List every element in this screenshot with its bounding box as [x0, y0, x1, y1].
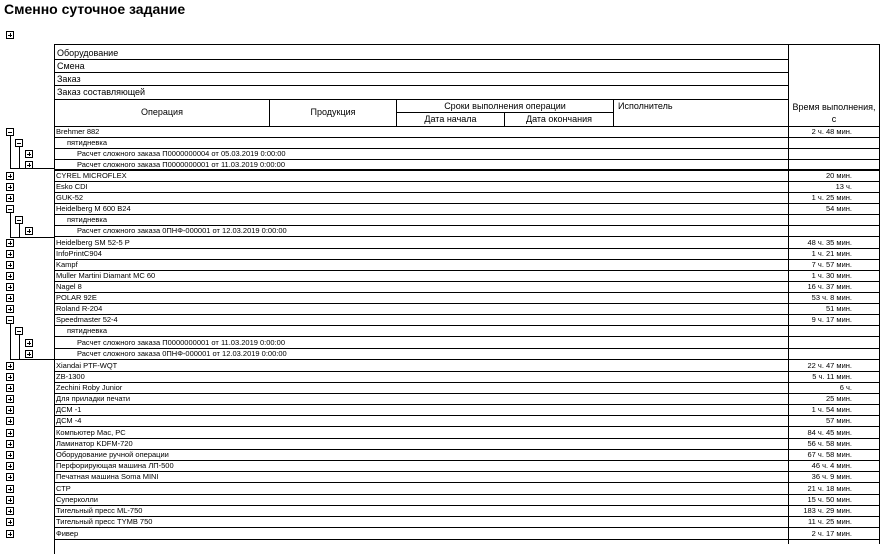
row-shift: пятидневка	[67, 138, 108, 147]
header-order: Заказ	[57, 74, 81, 84]
row-equipment: Фивер	[56, 529, 79, 538]
expand-button[interactable]	[6, 395, 14, 403]
row-time: 1 ч. 30 мин.	[811, 271, 852, 280]
expand-button[interactable]	[6, 473, 14, 481]
expand-button[interactable]	[6, 362, 14, 370]
row-equipment: Roland R-204	[56, 304, 103, 313]
header-line	[55, 85, 789, 86]
row-equipment: Оборудование ручной операции	[56, 450, 169, 459]
table-row[interactable]	[55, 149, 880, 160]
row-order: Расчет сложного заказа П0000000001 от 11.03.2019 0:00:00	[77, 160, 286, 169]
row-time: 53 ч. 8 мин.	[811, 293, 852, 302]
table-row[interactable]	[55, 260, 880, 271]
table-row[interactable]	[55, 338, 880, 349]
header-line	[55, 59, 789, 60]
table-row[interactable]	[55, 171, 880, 182]
row-equipment: Для приладки печати	[56, 394, 131, 403]
row-equipment: Печатная машина Soma MINI	[56, 472, 159, 481]
row-order: Расчет сложного заказа 0ПНФ-000001 от 12.03.2019 0:00:00	[77, 349, 287, 358]
tree-connector	[10, 134, 11, 169]
header-time: Время выполнения, с	[792, 102, 876, 124]
expand-button[interactable]	[6, 507, 14, 515]
row-time: 5 ч. 11 мин.	[812, 372, 852, 381]
table-row[interactable]	[55, 326, 880, 337]
expand-button[interactable]	[6, 172, 14, 180]
header-executor: Исполнитель	[618, 101, 673, 111]
row-equipment: Heidelberg SM 52-5 P	[56, 238, 130, 247]
row-equipment: Суперколли	[56, 495, 98, 504]
row-time: 67 ч. 58 мин.	[807, 450, 852, 459]
table-row[interactable]	[55, 394, 880, 405]
expand-button[interactable]	[6, 384, 14, 392]
header-line	[55, 72, 789, 73]
header-divider	[613, 99, 614, 126]
row-equipment: Ламинатор KDFM-720	[56, 439, 133, 448]
row-time: 20 мин.	[826, 171, 852, 180]
row-time: 183 ч. 29 мин.	[803, 506, 852, 515]
table-row[interactable]	[55, 215, 880, 226]
expand-button[interactable]	[6, 485, 14, 493]
expand-button[interactable]	[6, 518, 14, 526]
row-equipment: Zechini Roby Junior	[56, 383, 123, 392]
table-row[interactable]	[55, 361, 880, 372]
expand-button[interactable]	[6, 429, 14, 437]
tree-connector	[19, 222, 20, 238]
table-row[interactable]	[55, 405, 880, 416]
row-equipment: Перфорирующая машина ЛП-500	[56, 461, 174, 470]
row-order: Расчет сложного заказа П0000000004 от 05.03.2019 0:00:00	[77, 149, 286, 158]
table-row[interactable]	[55, 293, 880, 304]
expand-button[interactable]	[6, 272, 14, 280]
row-time: 11 ч. 25 мин.	[808, 517, 852, 526]
expand-button[interactable]	[6, 283, 14, 291]
expand-button[interactable]	[25, 339, 33, 347]
row-time: 46 ч. 4 мин.	[811, 461, 852, 470]
table-row[interactable]	[55, 416, 880, 427]
table-row[interactable]	[55, 529, 880, 540]
row-time: 6 ч.	[839, 383, 852, 392]
table-row[interactable]	[55, 428, 880, 439]
row-equipment: CYREL MICROFLEX	[56, 171, 127, 180]
expand-button[interactable]	[6, 239, 14, 247]
expand-button[interactable]	[6, 305, 14, 313]
row-order: Расчет сложного заказа П0000000001 от 11.03.2019 0:00:00	[77, 338, 286, 347]
row-time: 21 ч. 18 мин.	[807, 484, 852, 493]
row-equipment: Xiandai PTF-WQT	[56, 361, 118, 370]
table-row[interactable]	[55, 127, 880, 138]
collapse-button[interactable]	[6, 128, 14, 136]
table-row[interactable]	[55, 193, 880, 204]
row-time: 25 мин.	[826, 394, 852, 403]
table-row[interactable]	[55, 472, 880, 483]
row-equipment: Kampf	[56, 260, 78, 269]
expand-button[interactable]	[6, 451, 14, 459]
table-row[interactable]	[55, 439, 880, 450]
row-time: 57 мин.	[826, 416, 852, 425]
table-row[interactable]	[55, 160, 880, 171]
table-row[interactable]	[55, 372, 880, 383]
collapse-button[interactable]	[6, 205, 14, 213]
header-deadlines: Сроки выполнения операции	[444, 101, 566, 111]
table-row[interactable]	[55, 484, 880, 495]
table-row[interactable]	[55, 383, 880, 394]
tree-connector	[10, 359, 55, 360]
expand-button[interactable]	[25, 150, 33, 158]
row-equipment: Speedmaster 52-4	[56, 315, 118, 324]
expand-button[interactable]	[6, 373, 14, 381]
table-row[interactable]	[55, 282, 880, 293]
header-suborder: Заказ составляющей	[57, 87, 146, 97]
row-time: 1 ч. 21 мин.	[811, 249, 852, 258]
row-order: Расчет сложного заказа 0ПНФ-000001 от 12.03.2019 0:00:00	[77, 226, 287, 235]
row-equipment: СТР	[56, 484, 71, 493]
tree-connector	[19, 145, 20, 169]
expand-button[interactable]	[6, 462, 14, 470]
collapse-button[interactable]	[15, 139, 23, 147]
row-equipment: ДСМ -1	[56, 405, 82, 414]
expand-button[interactable]	[6, 261, 14, 269]
header-end-date: Дата окончания	[525, 114, 592, 124]
table-row[interactable]	[55, 182, 880, 193]
header-line	[55, 99, 789, 100]
row-equipment: InfoPrintC904	[56, 249, 102, 258]
row-time: 48 ч. 35 мин.	[807, 238, 852, 247]
row-time: 15 ч. 50 мин.	[807, 495, 852, 504]
row-time: 51 мин.	[826, 304, 852, 313]
table-row[interactable]	[55, 204, 880, 215]
expand-button[interactable]	[6, 440, 14, 448]
row-time: 1 ч. 25 мин.	[811, 193, 852, 202]
row-equipment: Тигельный пресс ML-750	[56, 506, 143, 515]
row-time: 84 ч. 45 мин.	[807, 428, 852, 437]
row-time: 36 ч. 9 мин.	[811, 472, 852, 481]
row-equipment: Esko CDI	[56, 182, 88, 191]
collapse-button[interactable]	[15, 216, 23, 224]
table-row[interactable]	[55, 304, 880, 315]
expand-button[interactable]	[6, 406, 14, 414]
collapse-button[interactable]	[6, 316, 14, 324]
header-operation: Операция	[141, 107, 183, 117]
row-time: 16 ч. 37 мин.	[807, 282, 852, 291]
page-title: Сменно суточное задание	[4, 1, 186, 17]
row-equipment: ДСМ -4	[56, 416, 82, 425]
table-top-border	[54, 44, 880, 45]
row-equipment: GUK-52	[56, 193, 84, 202]
expand-button[interactable]	[6, 250, 14, 258]
row-time: 13 ч.	[835, 182, 852, 191]
expand-button[interactable]	[6, 417, 14, 425]
header-shift: Смена	[57, 61, 85, 71]
row-equipment: POLAR 92E	[56, 293, 97, 302]
table-row[interactable]	[55, 506, 880, 517]
row-time: 56 ч. 58 мин.	[807, 439, 852, 448]
expand-all-button[interactable]	[6, 31, 14, 39]
collapse-button[interactable]	[15, 327, 23, 335]
table-row[interactable]	[55, 349, 880, 360]
row-equipment: Muller Martini Diamant MC 60	[56, 271, 156, 280]
expand-button[interactable]	[6, 183, 14, 191]
tree-connector	[10, 323, 11, 360]
table-row[interactable]	[55, 271, 880, 282]
table-row[interactable]	[55, 495, 880, 506]
row-equipment: Brehmer 882	[56, 127, 100, 136]
expand-button[interactable]	[6, 294, 14, 302]
tree-connector	[10, 211, 11, 238]
row-time: 54 мин.	[826, 204, 852, 213]
expand-button[interactable]	[25, 227, 33, 235]
header-start-date: Дата начала	[424, 114, 477, 124]
expand-button[interactable]	[6, 194, 14, 202]
table-row[interactable]	[55, 517, 880, 528]
row-time: 2 ч. 17 мин.	[811, 529, 852, 538]
expand-button[interactable]	[25, 350, 33, 358]
table-row[interactable]	[55, 461, 880, 472]
table-row[interactable]	[55, 315, 880, 326]
table-row[interactable]	[55, 238, 880, 249]
row-equipment: Nagel 8	[56, 282, 82, 291]
row-equipment: ZB-1300	[56, 372, 85, 381]
row-time: 2 ч. 48 мин.	[811, 127, 852, 136]
tree-connector	[19, 334, 20, 360]
row-time: 1 ч. 54 мин.	[811, 405, 852, 414]
header-product: Продукция	[310, 107, 356, 117]
expand-button[interactable]	[25, 161, 33, 169]
expand-button[interactable]	[6, 530, 14, 538]
table-row[interactable]	[55, 226, 880, 237]
expand-button[interactable]	[6, 496, 14, 504]
table-row[interactable]	[55, 450, 880, 461]
row-time: 22 ч. 47 мин.	[807, 361, 852, 370]
table-row[interactable]	[55, 138, 880, 149]
row-time: 7 ч. 57 мин.	[811, 260, 852, 269]
header-equipment: Оборудование	[57, 48, 119, 58]
row-equipment: Heidelberg M 600 B24	[56, 204, 131, 213]
row-equipment: Компьютер Mac, PC	[56, 428, 126, 437]
row-shift: пятидневка	[67, 215, 108, 224]
row-time: 9 ч. 17 мин.	[811, 315, 852, 324]
row-equipment: Тигельный пресс TYMB 750	[56, 517, 153, 526]
table-row[interactable]	[55, 249, 880, 260]
row-shift: пятидневка	[67, 326, 108, 335]
tree-connector	[10, 237, 55, 238]
